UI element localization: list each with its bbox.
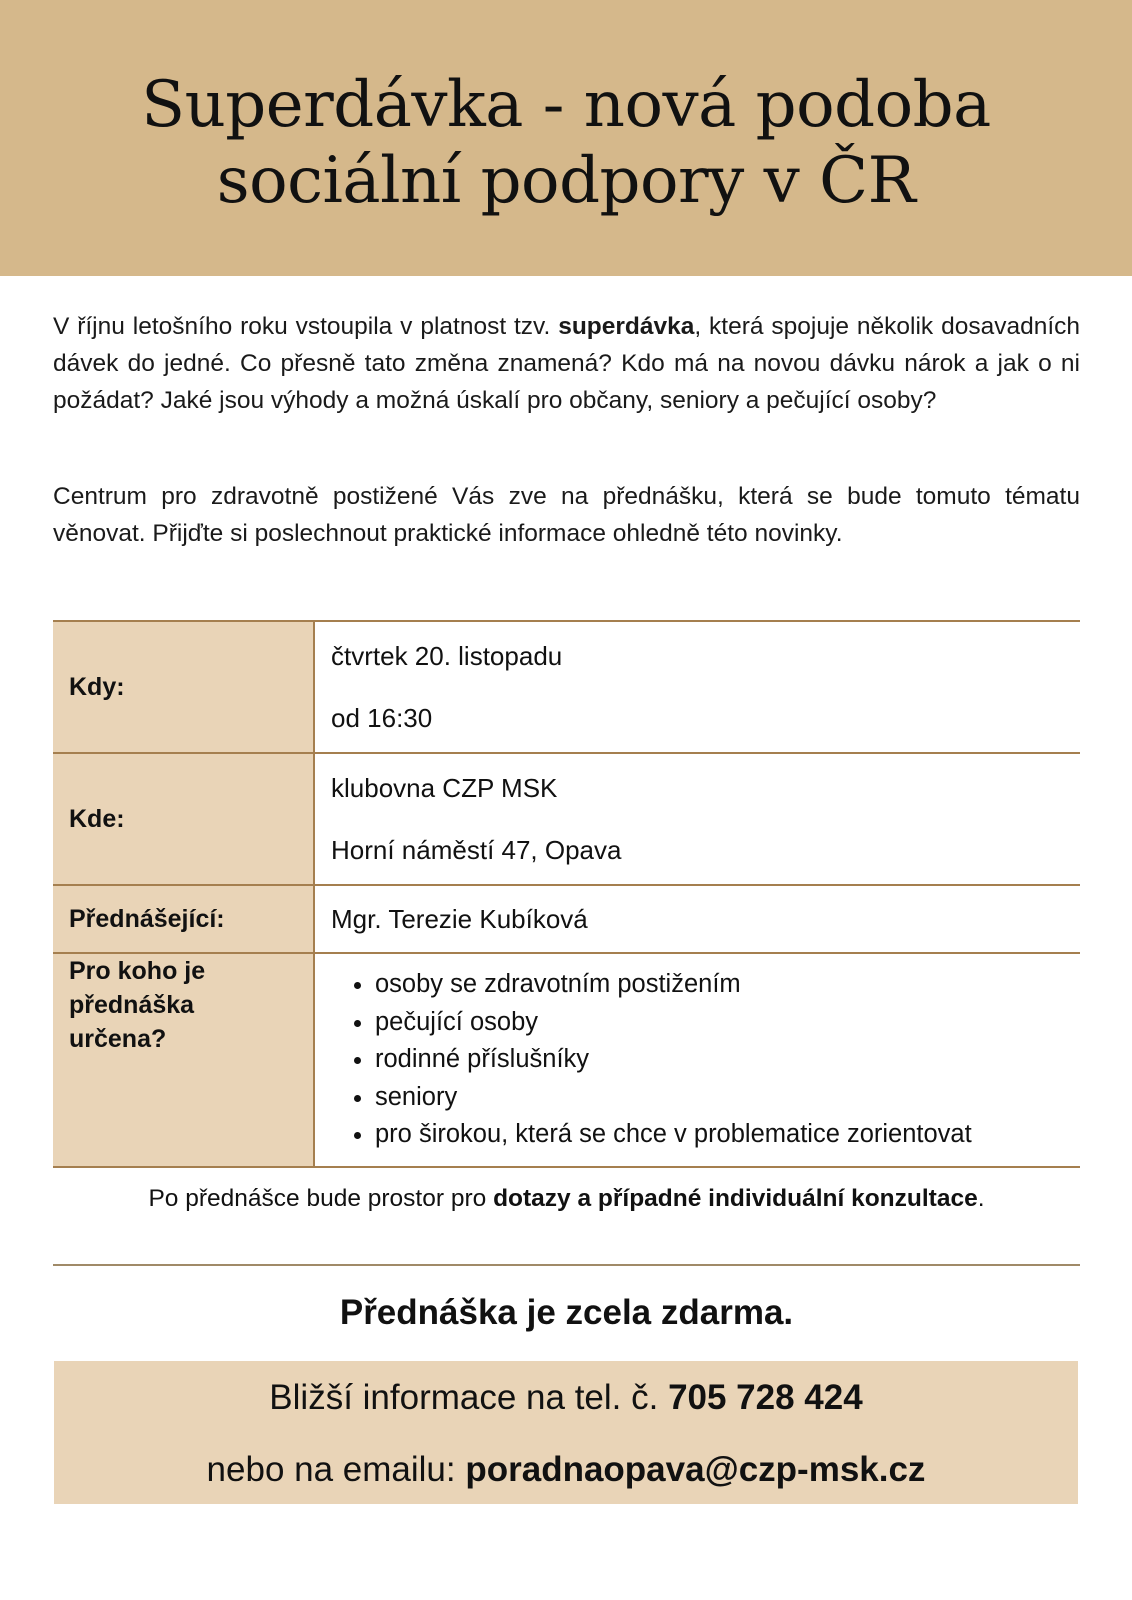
contact-box [54,1361,1078,1504]
table-row-audience [53,953,1080,1167]
list-item: • seniory [375,1079,1080,1117]
speaker-label: Přednášející: [53,885,314,953]
list-item: • pečující osoby [375,1004,1080,1042]
consultation-note-bold: dotazy a případné individuální konzultace [493,1185,978,1212]
when-value [314,621,1080,753]
intro-paragraph-2: Centrum pro zdravotně postižené Vás zve na přednášku, která se bude tomuto tématu věnovat. Přijďte si poslechnout praktické informace ohledně této novinky. [53,483,1080,547]
intro-text: V říjnu letošního roku vstoupila v platnost tzv. [53,313,559,340]
where-label: Kde: [53,753,314,885]
event-info-table [53,620,1080,1168]
intro-paragraph-1 [53,308,1080,419]
consultation-note-end: . [977,1185,985,1212]
header-banner [0,0,1132,276]
audience-list [331,966,1080,1154]
table-row-where [53,753,1080,885]
phone-prefix: Bližší informace na tel. č. [269,1378,669,1417]
audience-label-line: určena? [69,1025,167,1053]
where-venue: klubovna CZP MSK [331,773,558,803]
consultation-note [53,1182,1080,1216]
consultation-note-text: Po přednášce bude prostor pro [148,1185,494,1212]
divider [53,1264,1080,1266]
where-address: Horní náměstí 47, Opava [331,835,622,865]
list-item: • osoby se zdravotním postižením [375,966,1080,1004]
title-line-1: Superdávka - nová podoba [141,68,991,142]
email-prefix: nebo na emailu: [206,1450,466,1489]
page-title [141,67,991,219]
intro-text-continued: , která spojuje několik dosavadních dávek do jedné. Co přesně tato změna znamená? Kdo má na novou dávku nárok a jak o ni požádat? Jaké jsou výhody a možná úskalí pro občany, seniory a pečující osoby? [53,313,1081,414]
when-time: od 16:30 [331,703,433,733]
audience-label-line: přednáška [69,991,195,1019]
when-date: čtvrtek 20. listopadu [331,641,563,671]
phone-number[interactable]: 705 728 424 [668,1378,863,1417]
email-address[interactable]: poradnaopava@czp-msk.cz [465,1450,926,1489]
list-item: • pro širokou, která se chce v problematice zorientovat [375,1116,1080,1154]
audience-value [314,953,1080,1167]
where-value [314,753,1080,885]
when-label: Kdy: [53,621,314,753]
title-line-2: sociální podpory v ČR [216,144,916,218]
audience-label [53,953,314,1167]
free-admission-note: Přednáška je zcela zdarma. [339,1293,794,1332]
list-item: • rodinné příslušníky [375,1041,1080,1079]
contact-email-line [54,1447,1078,1493]
intro-bold-term: superdávka [558,313,695,340]
contact-phone-line [54,1375,1078,1421]
speaker-value: Mgr. Terezie Kubíková [314,885,1080,953]
table-row-speaker [53,885,1080,953]
table-row-when [53,621,1080,753]
audience-label-line: Pro koho je [69,957,206,985]
